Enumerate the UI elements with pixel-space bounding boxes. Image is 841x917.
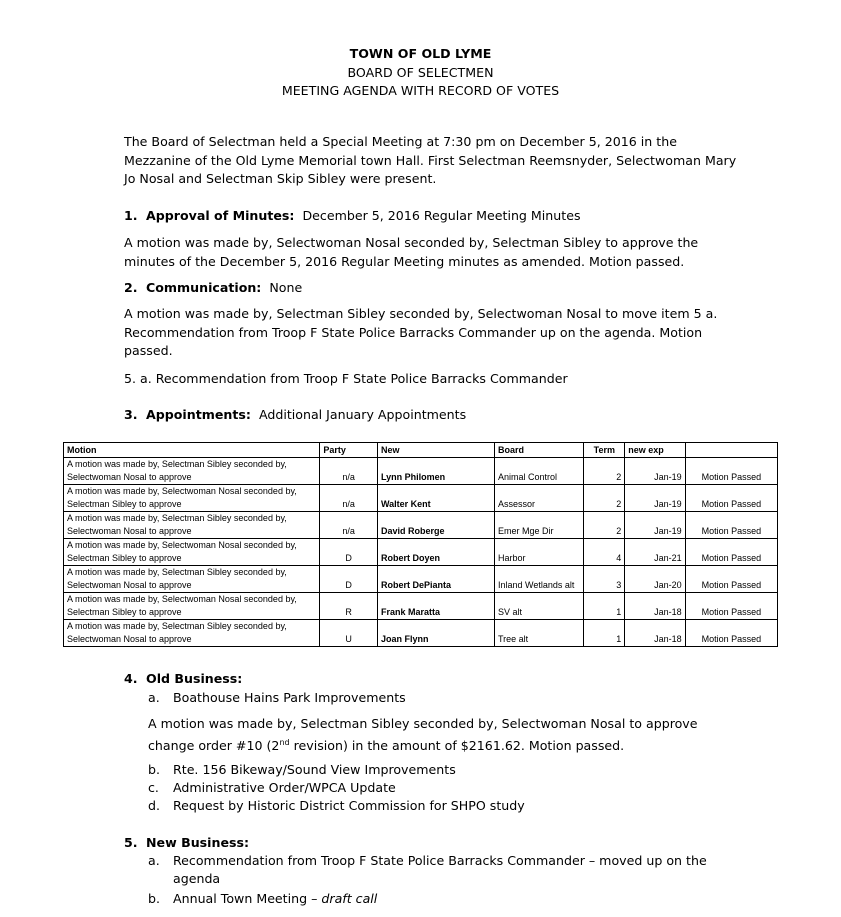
cell-new: Robert Doyen [377, 539, 494, 566]
cell-party: R [320, 593, 378, 620]
cell-exp: Jan-18 [625, 620, 686, 647]
cell-motion: A motion was made by, Selectwoman Nosal seconded by, Selectman Sibley to approve [64, 539, 320, 566]
old-business-item-a: a. Boathouse Hains Park Improvements [148, 690, 406, 705]
board-title: BOARD OF SELECTMEN [347, 65, 494, 80]
cell-motion: A motion was made by, Selectwoman Nosal seconded by, Selectman Sibley to approve [64, 485, 320, 512]
cell-new: David Roberge [377, 512, 494, 539]
cell-result: Motion Passed [685, 512, 777, 539]
cell-term: 3 [584, 566, 625, 593]
cell-board: Tree alt [495, 620, 584, 647]
cell-new: Frank Maratta [377, 593, 494, 620]
section-5-heading: 5. New Business: [124, 835, 250, 850]
section-1-motion: A motion was made by, Selectwoman Nosal seconded by, Selectman Sibley to approve the minutes of the December 5, 2016 Regular Meeting minutes as amended. Motion passed. [124, 235, 699, 269]
cell-result: Motion Passed [685, 485, 777, 512]
old-business-item-b: b. Rte. 156 Bikeway/Sound View Improvements [148, 762, 456, 777]
section-4-heading: 4. Old Business: [124, 671, 243, 686]
cell-party: n/a [320, 485, 378, 512]
cell-party: D [320, 539, 378, 566]
cell-exp: Jan-18 [625, 593, 686, 620]
cell-motion: A motion was made by, Selectwoman Nosal seconded by, Selectman Sibley to approve [64, 593, 320, 620]
cell-exp: Jan-19 [625, 512, 686, 539]
section-2-motion: A motion was made by, Selectman Sibley seconded by, Selectwoman Nosal to move item 5 a. Recommendation from Troop F State Police Barracks Commander up on the agenda. Motion passed. [124, 306, 718, 358]
cell-board: Harbor [495, 539, 584, 566]
table-row [64, 458, 778, 485]
cell-new: Robert DePianta [377, 566, 494, 593]
cell-result: Motion Passed [685, 566, 777, 593]
table-row [64, 620, 778, 647]
section-1-heading: 1. Approval of Minutes: December 5, 2016 Regular Meeting Minutes [124, 208, 581, 223]
cell-new: Walter Kent [377, 485, 494, 512]
table-row [64, 566, 778, 593]
cell-party: n/a [320, 512, 378, 539]
cell-term: 2 [584, 512, 625, 539]
cell-term: 1 [584, 593, 625, 620]
col-term: Term [584, 443, 625, 458]
new-business-item-a: a. Recommendation from Troop F State Police Barracks Commander – moved up on the agenda [148, 853, 707, 886]
cell-term: 1 [584, 620, 625, 647]
new-business-item-b: b. Annual Town Meeting – draft call [148, 891, 378, 906]
intro-paragraph: The Board of Selectman held a Special Meeting at 7:30 pm on December 5, 2016 in the Mezzanine of the Old Lyme Memorial town Hall. First Selectman Reemsnyder, Selectwoman Mary Jo Nosal and Selectman Skip Sibley were present. [124, 134, 737, 186]
col-motion: Motion [64, 443, 320, 458]
agenda-title: MEETING AGENDA WITH RECORD OF VOTES [281, 83, 560, 98]
cell-result: Motion Passed [685, 458, 777, 485]
col-result [685, 443, 777, 458]
col-new: New [377, 443, 494, 458]
table-row [64, 593, 778, 620]
cell-board: Emer Mge Dir [495, 512, 584, 539]
section-3-heading: 3. Appointments: Additional January Appointments [124, 407, 467, 422]
col-new-exp: new exp [625, 443, 686, 458]
col-board: Board [495, 443, 584, 458]
cell-new: Joan Flynn [377, 620, 494, 647]
col-party: Party [320, 443, 378, 458]
cell-term: 4 [584, 539, 625, 566]
cell-party: D [320, 566, 378, 593]
cell-party: U [320, 620, 378, 647]
town-title: TOWN OF OLD LYME [349, 46, 492, 61]
cell-board: Animal Control [495, 458, 584, 485]
cell-exp: Jan-21 [625, 539, 686, 566]
cell-party: n/a [320, 458, 378, 485]
cell-motion: A motion was made by, Selectman Sibley seconded by, Selectwoman Nosal to approve [64, 620, 320, 647]
table-row [64, 539, 778, 566]
cell-exp: Jan-20 [625, 566, 686, 593]
old-business-motion: A motion was made by, Selectman Sibley seconded by, Selectwoman Nosal to approve change order #10 (2nd revision) in the amount of $2161.62. Motion passed. [148, 716, 698, 753]
cell-board: Inland Wetlands alt [495, 566, 584, 593]
cell-result: Motion Passed [685, 539, 777, 566]
cell-exp: Jan-19 [625, 485, 686, 512]
cell-board: Assessor [495, 485, 584, 512]
cell-new: Lynn Philomen [377, 458, 494, 485]
cell-result: Motion Passed [685, 620, 777, 647]
cell-motion: A motion was made by, Selectman Sibley seconded by, Selectwoman Nosal to approve [64, 566, 320, 593]
cell-motion: A motion was made by, Selectman Sibley seconded by, Selectwoman Nosal to approve [64, 458, 320, 485]
old-business-item-c: c. Administrative Order/WPCA Update [148, 780, 396, 795]
cell-result: Motion Passed [685, 593, 777, 620]
old-business-item-d: d. Request by Historic District Commission for SHPO study [148, 798, 525, 813]
table-header-row [64, 443, 778, 458]
table-row [64, 485, 778, 512]
table-row [64, 512, 778, 539]
cell-exp: Jan-19 [625, 458, 686, 485]
appointments-table [63, 442, 778, 647]
section-2-heading: 2. Communication: None [124, 280, 303, 295]
cell-board: SV alt [495, 593, 584, 620]
cell-term: 2 [584, 458, 625, 485]
cell-motion: A motion was made by, Selectman Sibley seconded by, Selectwoman Nosal to approve [64, 512, 320, 539]
cell-term: 2 [584, 485, 625, 512]
moved-item: 5. a. Recommendation from Troop F State Police Barracks Commander [124, 371, 568, 386]
